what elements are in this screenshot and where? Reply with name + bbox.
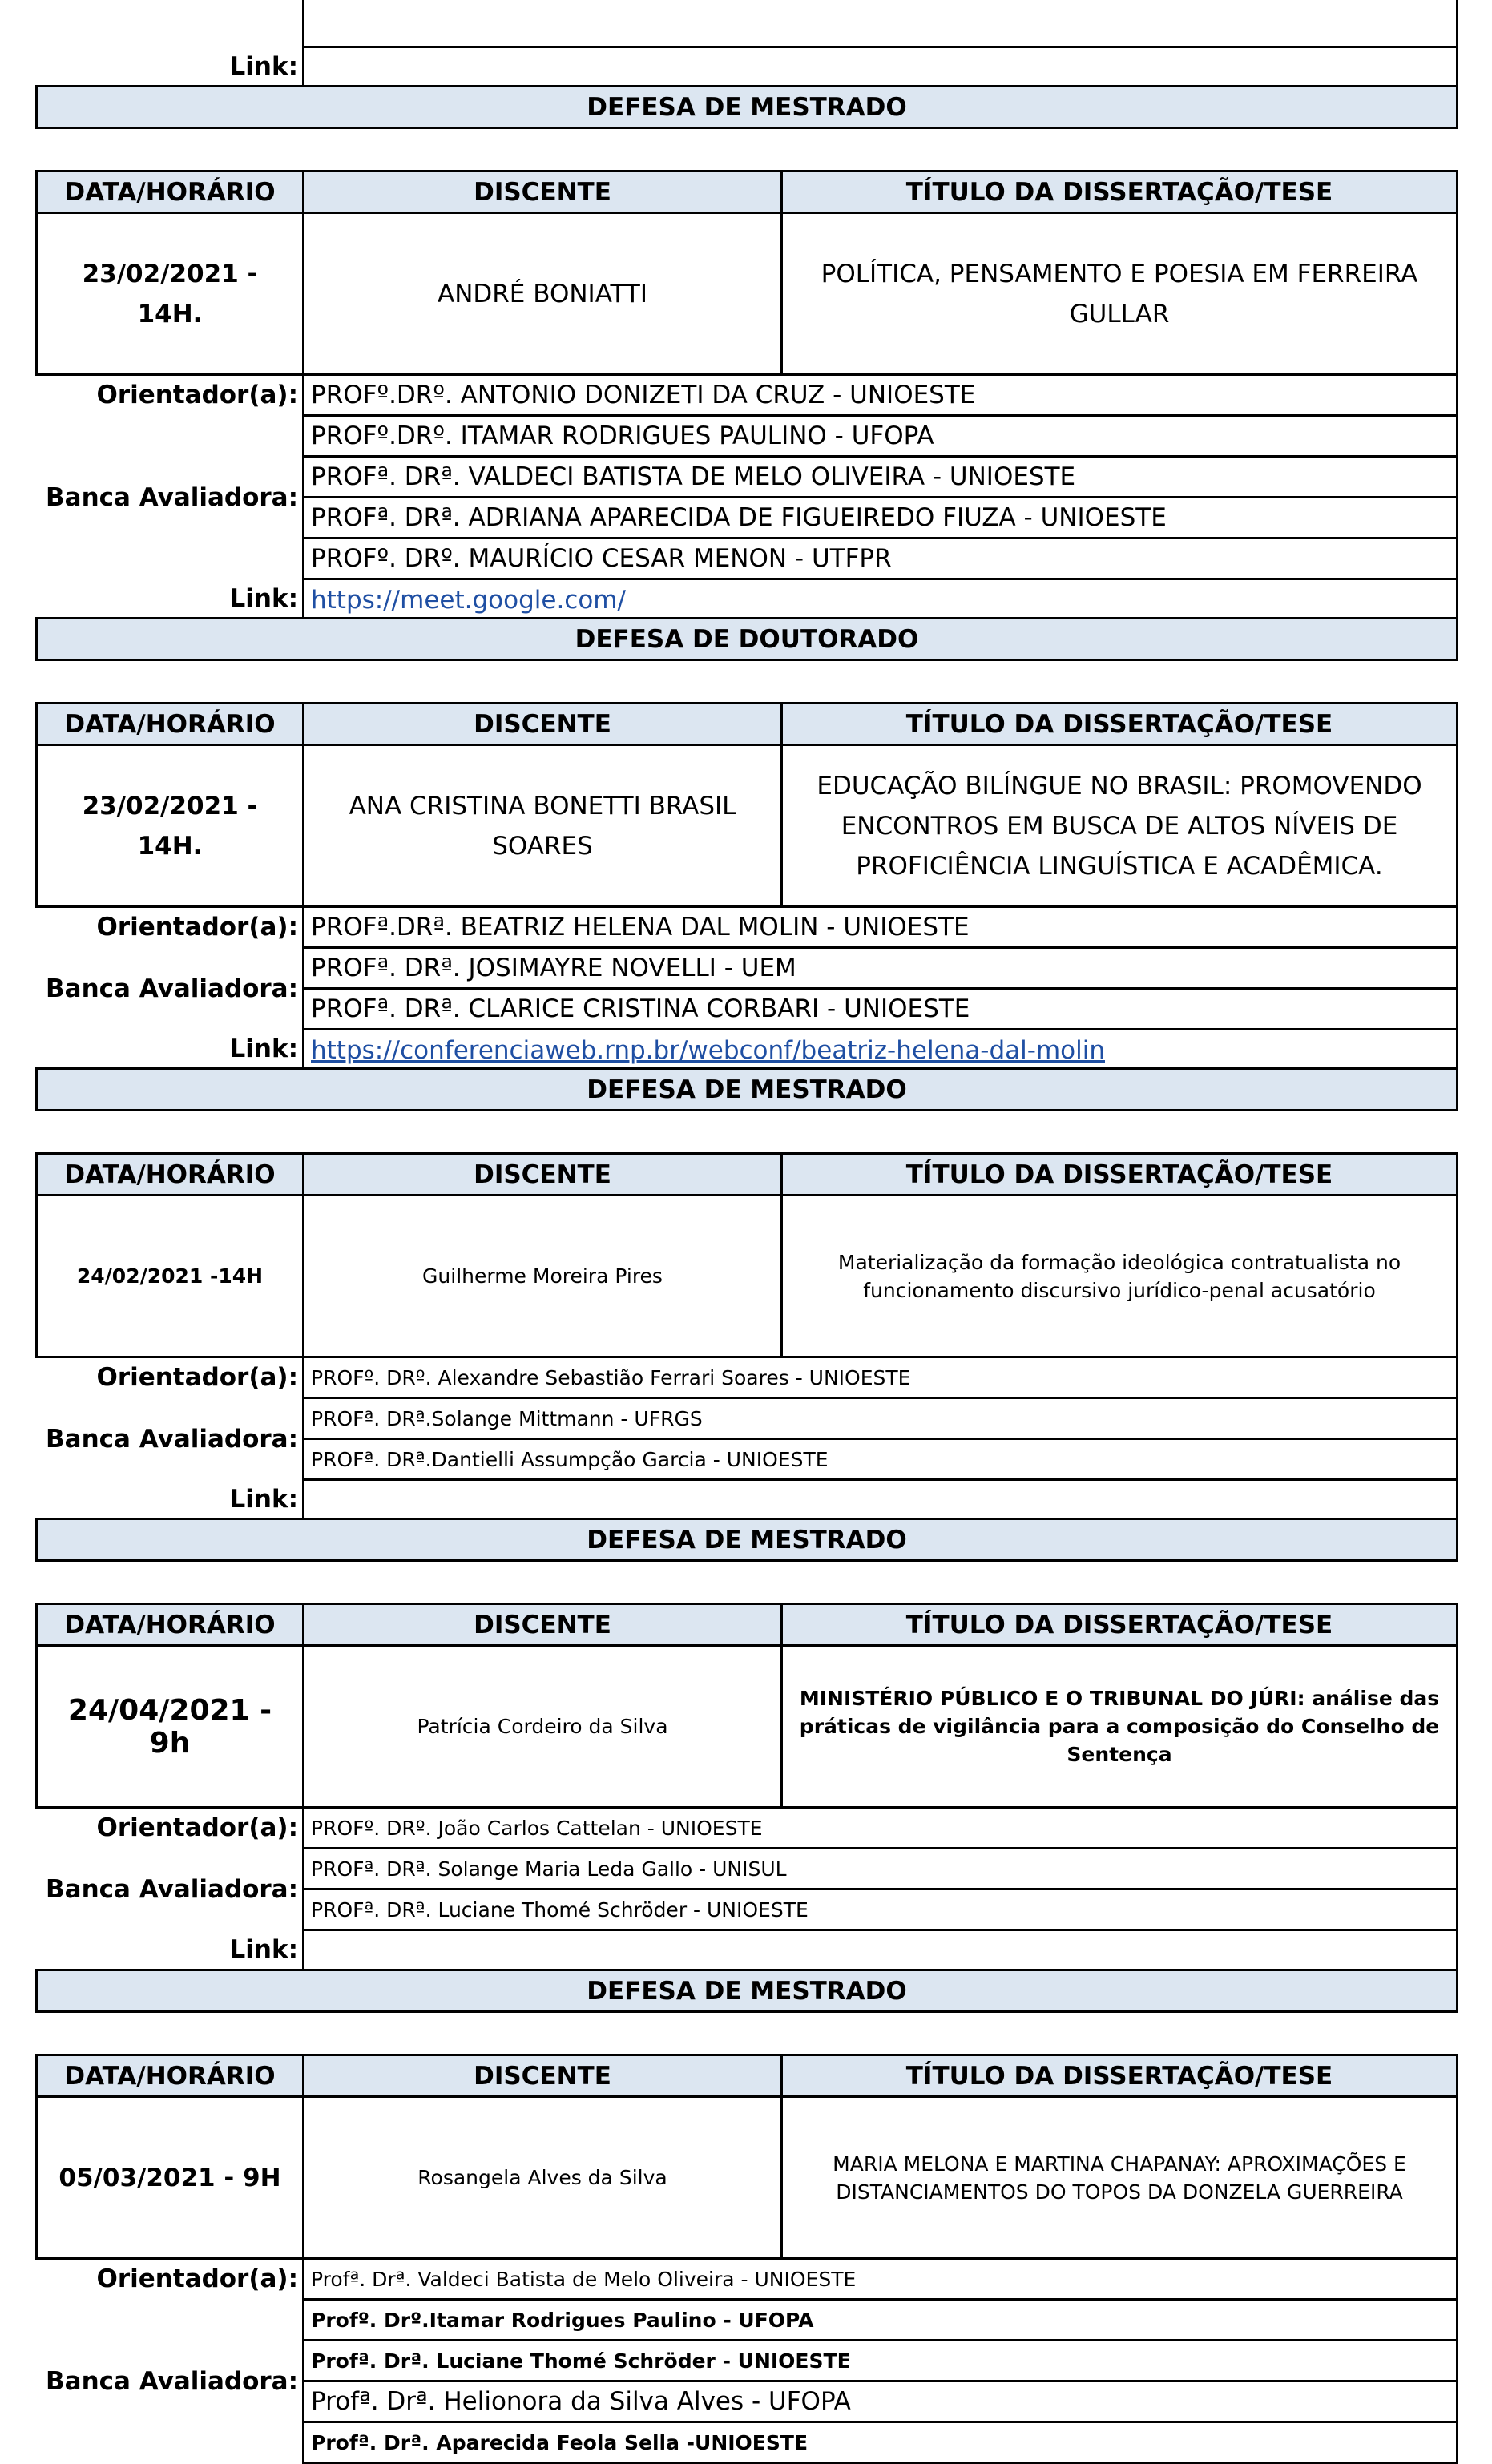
top-empty-cell	[302, 0, 1458, 48]
advisor-label: Orientador(a):	[96, 2264, 298, 2293]
board-label: Banca Avaliadora:	[46, 2366, 298, 2396]
advisor-label: Orientador(a):	[96, 1363, 298, 1392]
board-member: Profª. Drª. Luciane Thomé Schröder - UNIOESTE	[302, 2339, 1458, 2382]
defense-date: 23/02/2021 - 14H.	[35, 212, 304, 376]
defense-title: POLÍTICA, PENSAMENTO E POESIA EM FERREIRA GULLAR	[780, 212, 1458, 376]
header-date: DATA/HORÁRIO	[35, 170, 304, 214]
header-title: TÍTULO DA DISSERTAÇÃO/TESE	[780, 2054, 1458, 2098]
header-student: DISCENTE	[302, 702, 783, 746]
link-cell	[302, 1929, 1458, 1970]
board-member: PROFª. DRª. Luciane Thomé Schröder - UNIOESTE	[302, 1888, 1458, 1931]
header-student: DISCENTE	[302, 2054, 783, 2098]
board-member: Profª. Drª. Aparecida Feola Sella -UNIOESTE	[302, 2421, 1458, 2464]
board-member: PROFª. DRª. JOSIMAYRE NOVELLI - UEM	[302, 946, 1458, 990]
header-title: TÍTULO DA DISSERTAÇÃO/TESE	[780, 702, 1458, 746]
link-cell	[302, 1478, 1458, 1520]
advisor-name: Profª. Drª. Valdeci Batista de Melo Oliveira - UNIOESTE	[302, 2257, 1458, 2301]
advisor-name: PROFº. DRº. Alexandre Sebastião Ferrari Soares - UNIOESTE	[302, 1356, 1458, 1399]
defense-student: ANDRÉ BONIATTI	[302, 212, 783, 376]
defense-title: MINISTÉRIO PÚBLICO E O TRIBUNAL DO JÚRI: análise das práticas de vigilância para a composição do Conselho de Sentença	[780, 1644, 1458, 1809]
board-label: Banca Avaliadora:	[46, 1424, 298, 1454]
block-heading: DEFESA DE DOUTORADO	[35, 617, 1458, 661]
advisor-label: Orientador(a):	[96, 381, 298, 409]
board-member: PROFª. DRª. ADRIANA APARECIDA DE FIGUEIREDO FIUZA - UNIOESTE	[302, 496, 1458, 539]
block-heading: DEFESA DE MESTRADO	[35, 1518, 1458, 1562]
board-member: PROFº.DRº. ITAMAR RODRIGUES PAULINO - UFOPA	[302, 414, 1458, 458]
header-student: DISCENTE	[302, 1152, 783, 1196]
top-link-label: Link:	[229, 52, 298, 81]
header-title: TÍTULO DA DISSERTAÇÃO/TESE	[780, 170, 1458, 214]
advisor-name: PROFª.DRª. BEATRIZ HELENA DAL MOLIN - UNIOESTE	[302, 905, 1458, 949]
board-member: PROFº. DRº. MAURÍCIO CESAR MENON - UTFPR	[302, 537, 1458, 580]
header-date: DATA/HORÁRIO	[35, 1152, 304, 1196]
link-cell	[302, 1028, 1458, 1070]
block-heading: DEFESA DE MESTRADO	[35, 85, 1458, 129]
board-label: Banca Avaliadora:	[46, 974, 298, 1003]
header-date: DATA/HORÁRIO	[35, 2054, 304, 2098]
defense-date: 24/04/2021 - 9h	[35, 1644, 304, 1809]
link-label: Link:	[229, 1485, 298, 1514]
defense-student: Patrícia Cordeiro da Silva	[302, 1644, 783, 1809]
defense-date: 23/02/2021 - 14H.	[35, 744, 304, 908]
top-link-cell	[302, 46, 1458, 87]
header-title: TÍTULO DA DISSERTAÇÃO/TESE	[780, 1152, 1458, 1196]
board-label: Banca Avaliadora:	[46, 482, 298, 512]
header-date: DATA/HORÁRIO	[35, 702, 304, 746]
header-student: DISCENTE	[302, 1603, 783, 1647]
defense-date: 05/03/2021 - 9H	[35, 2095, 304, 2260]
link-label: Link:	[229, 1034, 298, 1063]
board-member: PROFª. DRª.Solange Mittmann - UFRGS	[302, 1397, 1458, 1440]
defense-title: Materialização da formação ideológica contratualista no funcionamento discursivo jurídico-penal acusatório	[780, 1194, 1458, 1358]
board-member: PROFª. DRª. Solange Maria Leda Gallo - UNISUL	[302, 1847, 1458, 1890]
link-label: Link:	[229, 1935, 298, 1964]
defense-student: Guilherme Moreira Pires	[302, 1194, 783, 1358]
block-heading: DEFESA DE MESTRADO	[35, 1969, 1458, 2013]
link-label: Link:	[229, 584, 298, 613]
link-cell	[302, 578, 1458, 619]
defense-student: Rosangela Alves da Silva	[302, 2095, 783, 2260]
block-heading: DEFESA DE MESTRADO	[35, 1067, 1458, 1111]
advisor-label: Orientador(a):	[96, 913, 298, 942]
advisor-name: PROFº. DRº. João Carlos Cattelan - UNIOESTE	[302, 1806, 1458, 1849]
meeting-link[interactable]: https://conferenciaweb.rnp.br/webconf/beatriz-helena-dal-molin	[311, 1035, 1105, 1065]
defense-student: ANA CRISTINA BONETTI BRASIL SOARES	[302, 744, 783, 908]
header-date: DATA/HORÁRIO	[35, 1603, 304, 1647]
defense-title: MARIA MELONA E MARTINA CHAPANAY: APROXIMAÇÕES E DISTANCIAMENTOS DO TOPOS DA DONZELA GUERREIRA	[780, 2095, 1458, 2260]
board-member: PROFª. DRª. VALDECI BATISTA DE MELO OLIVEIRA - UNIOESTE	[302, 455, 1458, 498]
defense-date: 24/02/2021 -14H	[35, 1194, 304, 1358]
board-label: Banca Avaliadora:	[46, 1874, 298, 1904]
board-member: PROFª. DRª.Dantielli Assumpção Garcia - UNIOESTE	[302, 1438, 1458, 1481]
header-title: TÍTULO DA DISSERTAÇÃO/TESE	[780, 1603, 1458, 1647]
advisor-label: Orientador(a):	[96, 1813, 298, 1842]
board-member: Profº. Drº.Itamar Rodrigues Paulino - UFOPA	[302, 2298, 1458, 2341]
board-member: PROFª. DRª. CLARICE CRISTINA CORBARI - UNIOESTE	[302, 987, 1458, 1030]
defense-title: EDUCAÇÃO BILÍNGUE NO BRASIL: PROMOVENDO ENCONTROS EM BUSCA DE ALTOS NÍVEIS DE PROFICIÊNCIA LINGUÍSTICA E ACADÊMICA.	[780, 744, 1458, 908]
meeting-link[interactable]: https://meet.google.com/	[311, 585, 626, 615]
board-member: Profª. Drª. Helionora da Silva Alves - UFOPA	[302, 2380, 1458, 2423]
header-student: DISCENTE	[302, 170, 783, 214]
advisor-name: PROFº.DRº. ANTONIO DONIZETI DA CRUZ - UNIOESTE	[302, 373, 1458, 417]
